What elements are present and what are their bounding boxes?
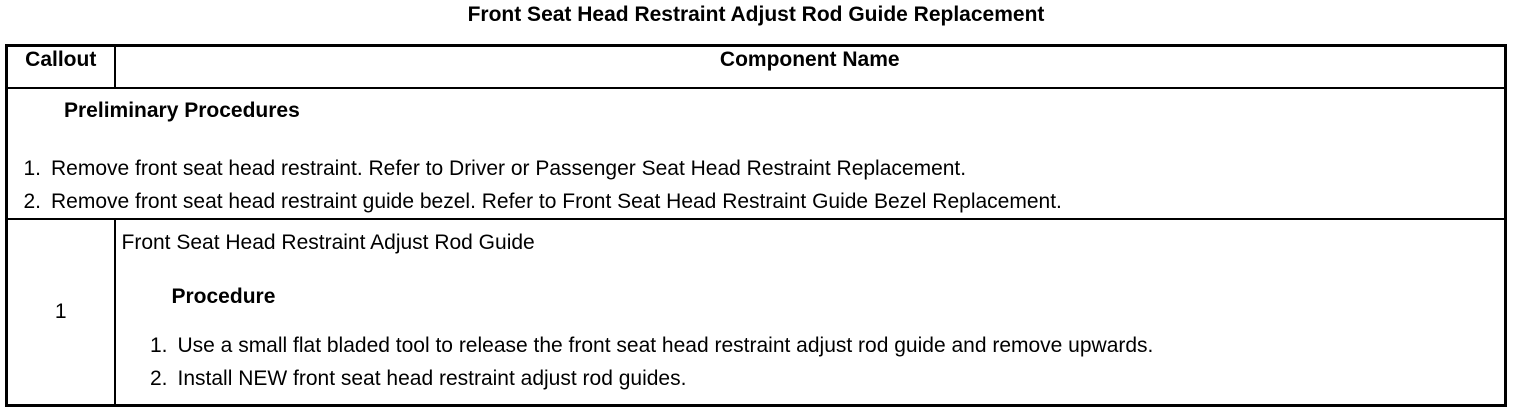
procedure-step: [116, 329, 1505, 362]
header-row: [7, 46, 1506, 89]
step-text: Remove front seat head restraint. Refer to Driver or Passenger Seat Head Restraint Replacement.: [51, 157, 967, 180]
component-row: [7, 219, 1506, 406]
header-component-name: Component Name: [115, 46, 1506, 89]
component-name: Front Seat Head Restraint Adjust Rod Guide: [121, 231, 535, 254]
step-text: Use a small flat bladed tool to release the front seat head restraint adjust rod guide and remove upwards.: [177, 334, 1154, 357]
procedure-steps-list: [116, 329, 1505, 395]
step-number: 1.: [23, 157, 41, 180]
preliminary-step: [8, 185, 1504, 218]
step-number: 1.: [149, 334, 168, 357]
step-text: Remove front seat head restraint guide bezel. Refer to Front Seat Head Restraint Guide Bezel Replacement.: [51, 190, 1062, 213]
procedure-step: [116, 362, 1505, 395]
component-cell: [115, 219, 1506, 406]
step-text: Install NEW front seat head restraint adjust rod guides.: [177, 367, 687, 390]
preliminary-procedures-cell: [7, 88, 1506, 219]
header-callout: Callout: [7, 46, 115, 89]
callout-number: 1: [7, 219, 115, 406]
page-title: Front Seat Head Restraint Adjust Rod Guide Replacement: [467, 3, 1045, 26]
step-number: 2.: [23, 190, 41, 213]
preliminary-row: [7, 88, 1506, 219]
procedure-heading: Procedure: [171, 285, 276, 308]
preliminary-procedures-heading: Preliminary Procedures: [64, 99, 300, 122]
step-number: 2.: [149, 367, 168, 390]
procedure-table: [5, 44, 1507, 407]
preliminary-steps-list: [8, 152, 1504, 218]
preliminary-step: [8, 152, 1504, 185]
